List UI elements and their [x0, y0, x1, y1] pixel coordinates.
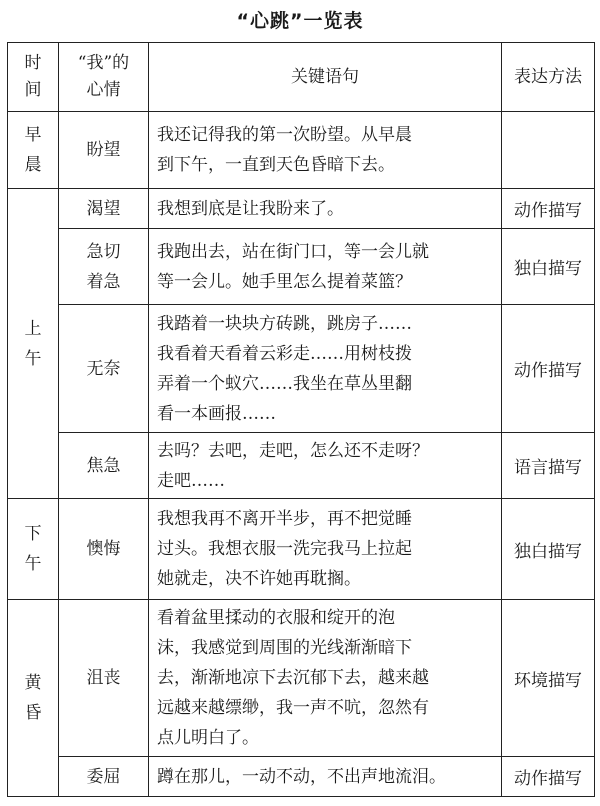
table-row — [8, 757, 595, 797]
period-dusk: 黄 昏 — [8, 600, 59, 797]
mood-cell: 无奈 — [59, 305, 149, 433]
key-sentence-cell: 我跑出去，站在街门口，等一会儿就 等一会儿。她手里怎么提着菜篮？ — [149, 229, 502, 305]
table-row — [8, 433, 595, 499]
table-row — [8, 305, 595, 433]
header-method: 表达方法 — [502, 43, 595, 112]
mood-cell: 渴望 — [59, 189, 149, 229]
mood-cell: 懊悔 — [59, 499, 149, 600]
period-afternoon: 下 午 — [8, 499, 59, 600]
header-time: 时 间 — [8, 43, 59, 112]
mood-cell: 盼望 — [59, 112, 149, 189]
table-row — [8, 112, 595, 189]
table-row — [8, 600, 595, 757]
header-row — [8, 43, 595, 112]
key-sentence-cell: 看着盆里揉动的衣服和绽开的泡 沫，我感觉到周围的光线渐渐暗下 去，渐渐地凉下去沉郁下去，越来越 远越来越缥缈，我一声不吭，忽然有 点儿明白了。 — [149, 600, 502, 757]
method-cell: 动作描写 — [502, 189, 595, 229]
key-sentence-cell: 我还记得我的第一次盼望。从早晨 到下午，一直到天色昏暗下去。 — [149, 112, 502, 189]
header-key: 关键语句 — [149, 43, 502, 112]
table-row — [8, 229, 595, 305]
period-forenoon: 上 午 — [8, 189, 59, 499]
period-morning: 早 晨 — [8, 112, 59, 189]
method-cell: 动作描写 — [502, 757, 595, 797]
key-sentence-cell: 蹲在那儿，一动不动，不出声地流泪。 — [149, 757, 502, 797]
table-title: “心跳”一览表 — [236, 10, 364, 32]
method-cell: 语言描写 — [502, 433, 595, 499]
mood-cell: 焦急 — [59, 433, 149, 499]
key-sentence-cell: 我想到底是让我盼来了。 — [149, 189, 502, 229]
method-cell: 动作描写 — [502, 305, 595, 433]
key-sentence-cell: 我踏着一块块方砖跳，跳房子…… 我看着天看着云彩走……用树枝拨 弄着一个蚁穴……我坐在草丛里翻 看一本画报…… — [149, 305, 502, 433]
table-row — [8, 499, 595, 600]
heartbeat-table — [7, 42, 595, 797]
method-cell: 环境描写 — [502, 600, 595, 757]
method-cell: 独白描写 — [502, 229, 595, 305]
key-sentence-cell: 去吗？去吧，走吧，怎么还不走呀？ 走吧…… — [149, 433, 502, 499]
table-row — [8, 189, 595, 229]
mood-cell: 沮丧 — [59, 600, 149, 757]
key-sentence-cell: 我想我再不离开半步，再不把觉睡 过头。我想衣服一洗完我马上拉起 她就走，决不许她再耽搁。 — [149, 499, 502, 600]
mood-cell: 委屈 — [59, 757, 149, 797]
method-cell: 独白描写 — [502, 499, 595, 600]
header-mood: “我”的 心情 — [59, 43, 149, 112]
mood-cell: 急切 着急 — [59, 229, 149, 305]
method-cell — [502, 112, 595, 189]
